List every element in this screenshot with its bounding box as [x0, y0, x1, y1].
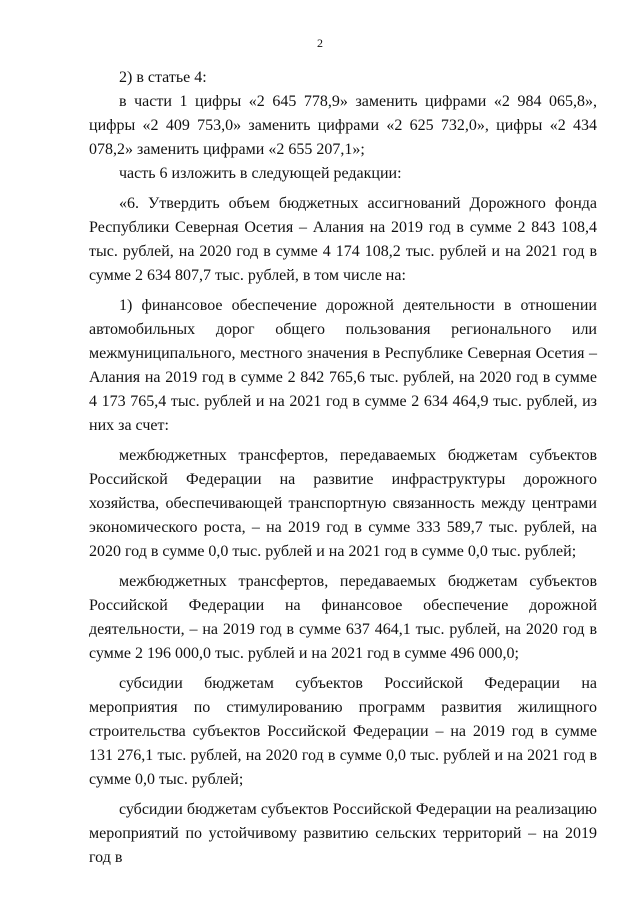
subsidies-housing: субсидии бюджетам субъектов Российской Федерации на мероприятия по стимулированию программ развития жилищного строительства субъектов Российской Федерации – на 2019 год в сумме 131 276,1 тыс. рублей, на 2020 год в сумме 0,0 тыс. рублей и на 2021 год в сумме 0,0 тыс. рублей;	[89, 675, 597, 788]
transfers-infrastructure: межбюджетных трансфертов, передаваемых бюджетам субъектов Российской Федерации на развитие инфраструктуры дорожного хозяйства, обеспечивающей транспортную связанность между центрами экономического роста, – на 2019 год в сумме 333 589,7 тыс. рублей, на 2020 год в сумме 0,0 тыс. рублей и на 2021 год в сумме 0,0 тыс. рублей;	[89, 447, 597, 560]
transfers-road-activity: межбюджетных трансфертов, передаваемых бюджетам субъектов Российской Федерации на финансовое обеспечение дорожной деятельности, – на 2019 год в сумме 637 464,1 тыс. рублей, на 2020 год в сумме 2 196 000,0 тыс. рублей и на 2021 год в сумме 496 000,0;	[89, 573, 597, 662]
page-number: 2	[317, 36, 323, 50]
part-6-text: «6. Утвердить объем бюджетных ассигнований Дорожного фонда Республики Северная Осетия – Алания на 2019 год в сумме 2 843 108,4 тыс. рублей, на 2020 год в сумме 4 174 108,2 тыс. рублей и на 2021 год в сумме 2 634 807,7 тыс. рублей, в том числе на:	[89, 195, 597, 284]
document-body	[89, 66, 597, 870]
subitem-1: 1) финансовое обеспечение дорожной деятельности в отношении автомобильных дорог общего пользования регионального или межмуниципального, местного значения в Республике Северная Осетия – Алания на 2019 год в сумме 2 842 765,6 тыс. рублей, на 2020 год в сумме 4 173 765,4 тыс. рублей и на 2021 год в сумме 2 634 464,9 тыс. рублей, из них за счет:	[89, 297, 597, 434]
part-6-intro: часть 6 изложить в следующей редакции:	[119, 165, 402, 182]
article-item-2: 2) в статье 4:	[119, 69, 207, 86]
part-1-amendment: в части 1 цифры «2 645 778,9» заменить цифрами «2 984 065,8», цифры «2 409 753,0» заменить цифрами «2 625 732,0», цифры «2 434 078,2» заменить цифрами «2 655 207,1»;	[89, 93, 597, 158]
subsidies-rural: субсидии бюджетам субъектов Российской Федерации на реализацию мероприятий по устойчивому развитию сельских территорий – на 2019 год в	[89, 801, 597, 866]
